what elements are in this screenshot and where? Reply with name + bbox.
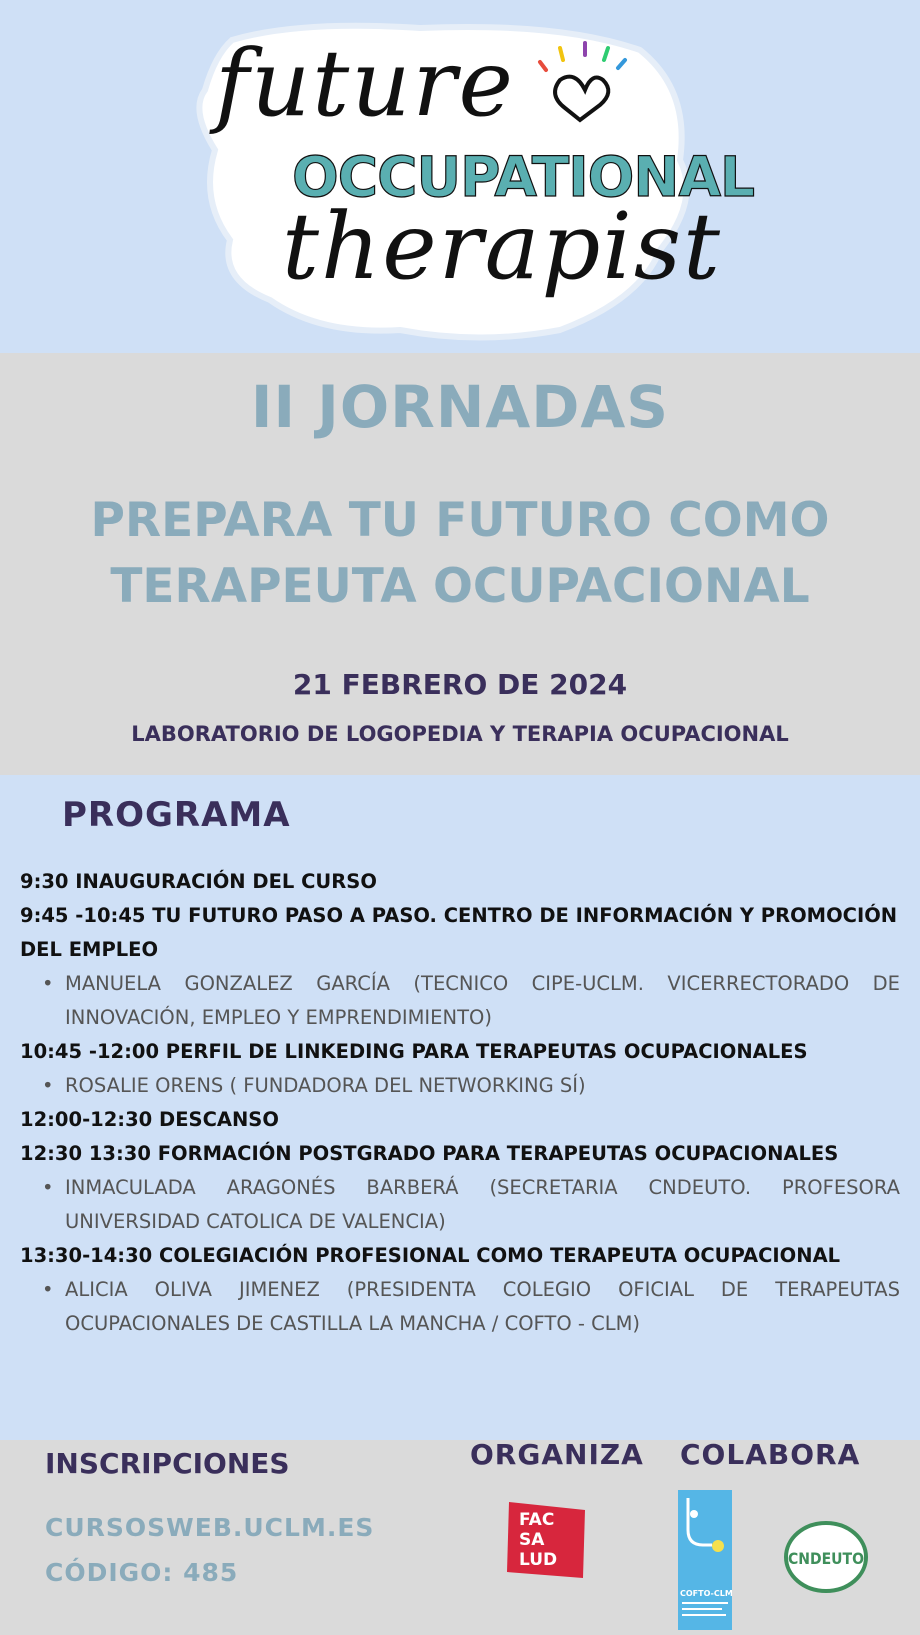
cofto-clm-logo [678, 1490, 732, 1630]
organizer-heading: ORGANIZA [470, 1438, 644, 1471]
facsalud-line-3: LUD [519, 1550, 558, 1570]
facsalud-logo [505, 1500, 589, 1580]
registration-website[interactable]: CURSOSWEB.UCLM.ES [45, 1513, 375, 1542]
schedule-item: 10:45 -12:00 PERFIL DE LINKEDING PARA TERAPEUTAS OCUPACIONALES [20, 1040, 808, 1063]
registration-code: CÓDIGO: 485 [45, 1558, 239, 1587]
event-subtitle: PREPARA TU FUTURO COMO TERAPEUTA OCUPACIONAL [90, 493, 830, 614]
logo-line-future: future [215, 30, 515, 137]
speaker-item: • MANUELA GONZALEZ GARCÍA (TECNICO CIPE-UCLM. VICERRECTORADO DE INNOVACIÓN, EMPLEO Y EMPRENDIMIENTO) [20, 967, 900, 1035]
schedule-item: 13:30-14:30 COLEGIACIÓN PROFESIONAL COMO TERAPEUTA OCUPACIONAL [20, 1244, 841, 1267]
schedule-item: 9:45 -10:45 TU FUTURO PASO A PASO. CENTRO DE INFORMACIÓN Y PROMOCIÓN DEL EMPLEO [20, 904, 898, 961]
collaborator-heading: COLABORA [680, 1438, 861, 1471]
event-date: 21 FEBRERO DE 2024 [292, 668, 628, 701]
facsalud-line-2: SA [519, 1530, 545, 1550]
schedule-item: 12:30 13:30 FORMACIÓN POSTGRADO PARA TERAPEUTAS OCUPACIONALES [20, 1142, 839, 1165]
future-ot-sticker-logo [0, 0, 920, 353]
speaker-item: • ALICIA OLIVA JIMENEZ (PRESIDENTA COLEGIO OFICIAL DE TERAPEUTAS OCUPACIONALES DE CASTILLA LA MANCHA / COFTO - CLM) [20, 1273, 900, 1341]
registration-heading: INSCRIPCIONES [45, 1447, 290, 1480]
event-location: LABORATORIO DE LOGOPEDIA Y TERAPIA OCUPACIONAL [131, 722, 789, 746]
logo-line-therapist: therapist [282, 193, 722, 300]
schedule-list [20, 865, 900, 1341]
speaker-item: • INMACULADA ARAGONÉS BARBERÁ (SECRETARIA CNDEUTO. PROFESORA UNIVERSIDAD CATOLICA DE VALENCIA) [20, 1171, 900, 1239]
schedule-item: 12:00-12:30 DESCANSO [20, 1108, 279, 1131]
speaker-item: • ROSALIE ORENS ( FUNDADORA DEL NETWORKING SÍ) [20, 1069, 900, 1103]
facsalud-line-1: FAC [519, 1510, 555, 1530]
program-heading: PROGRAMA [62, 795, 291, 835]
cndeuto-label: CNDEUTO [788, 1549, 864, 1568]
event-title: II JORNADAS [250, 373, 670, 441]
logo-line-occupational: OCCUPATIONAL [292, 145, 755, 209]
cndeuto-logo [782, 1519, 870, 1595]
schedule-item: 9:30 INAUGURACIÓN DEL CURSO [20, 870, 377, 893]
cofto-label: COFTO-CLM [680, 1589, 732, 1598]
